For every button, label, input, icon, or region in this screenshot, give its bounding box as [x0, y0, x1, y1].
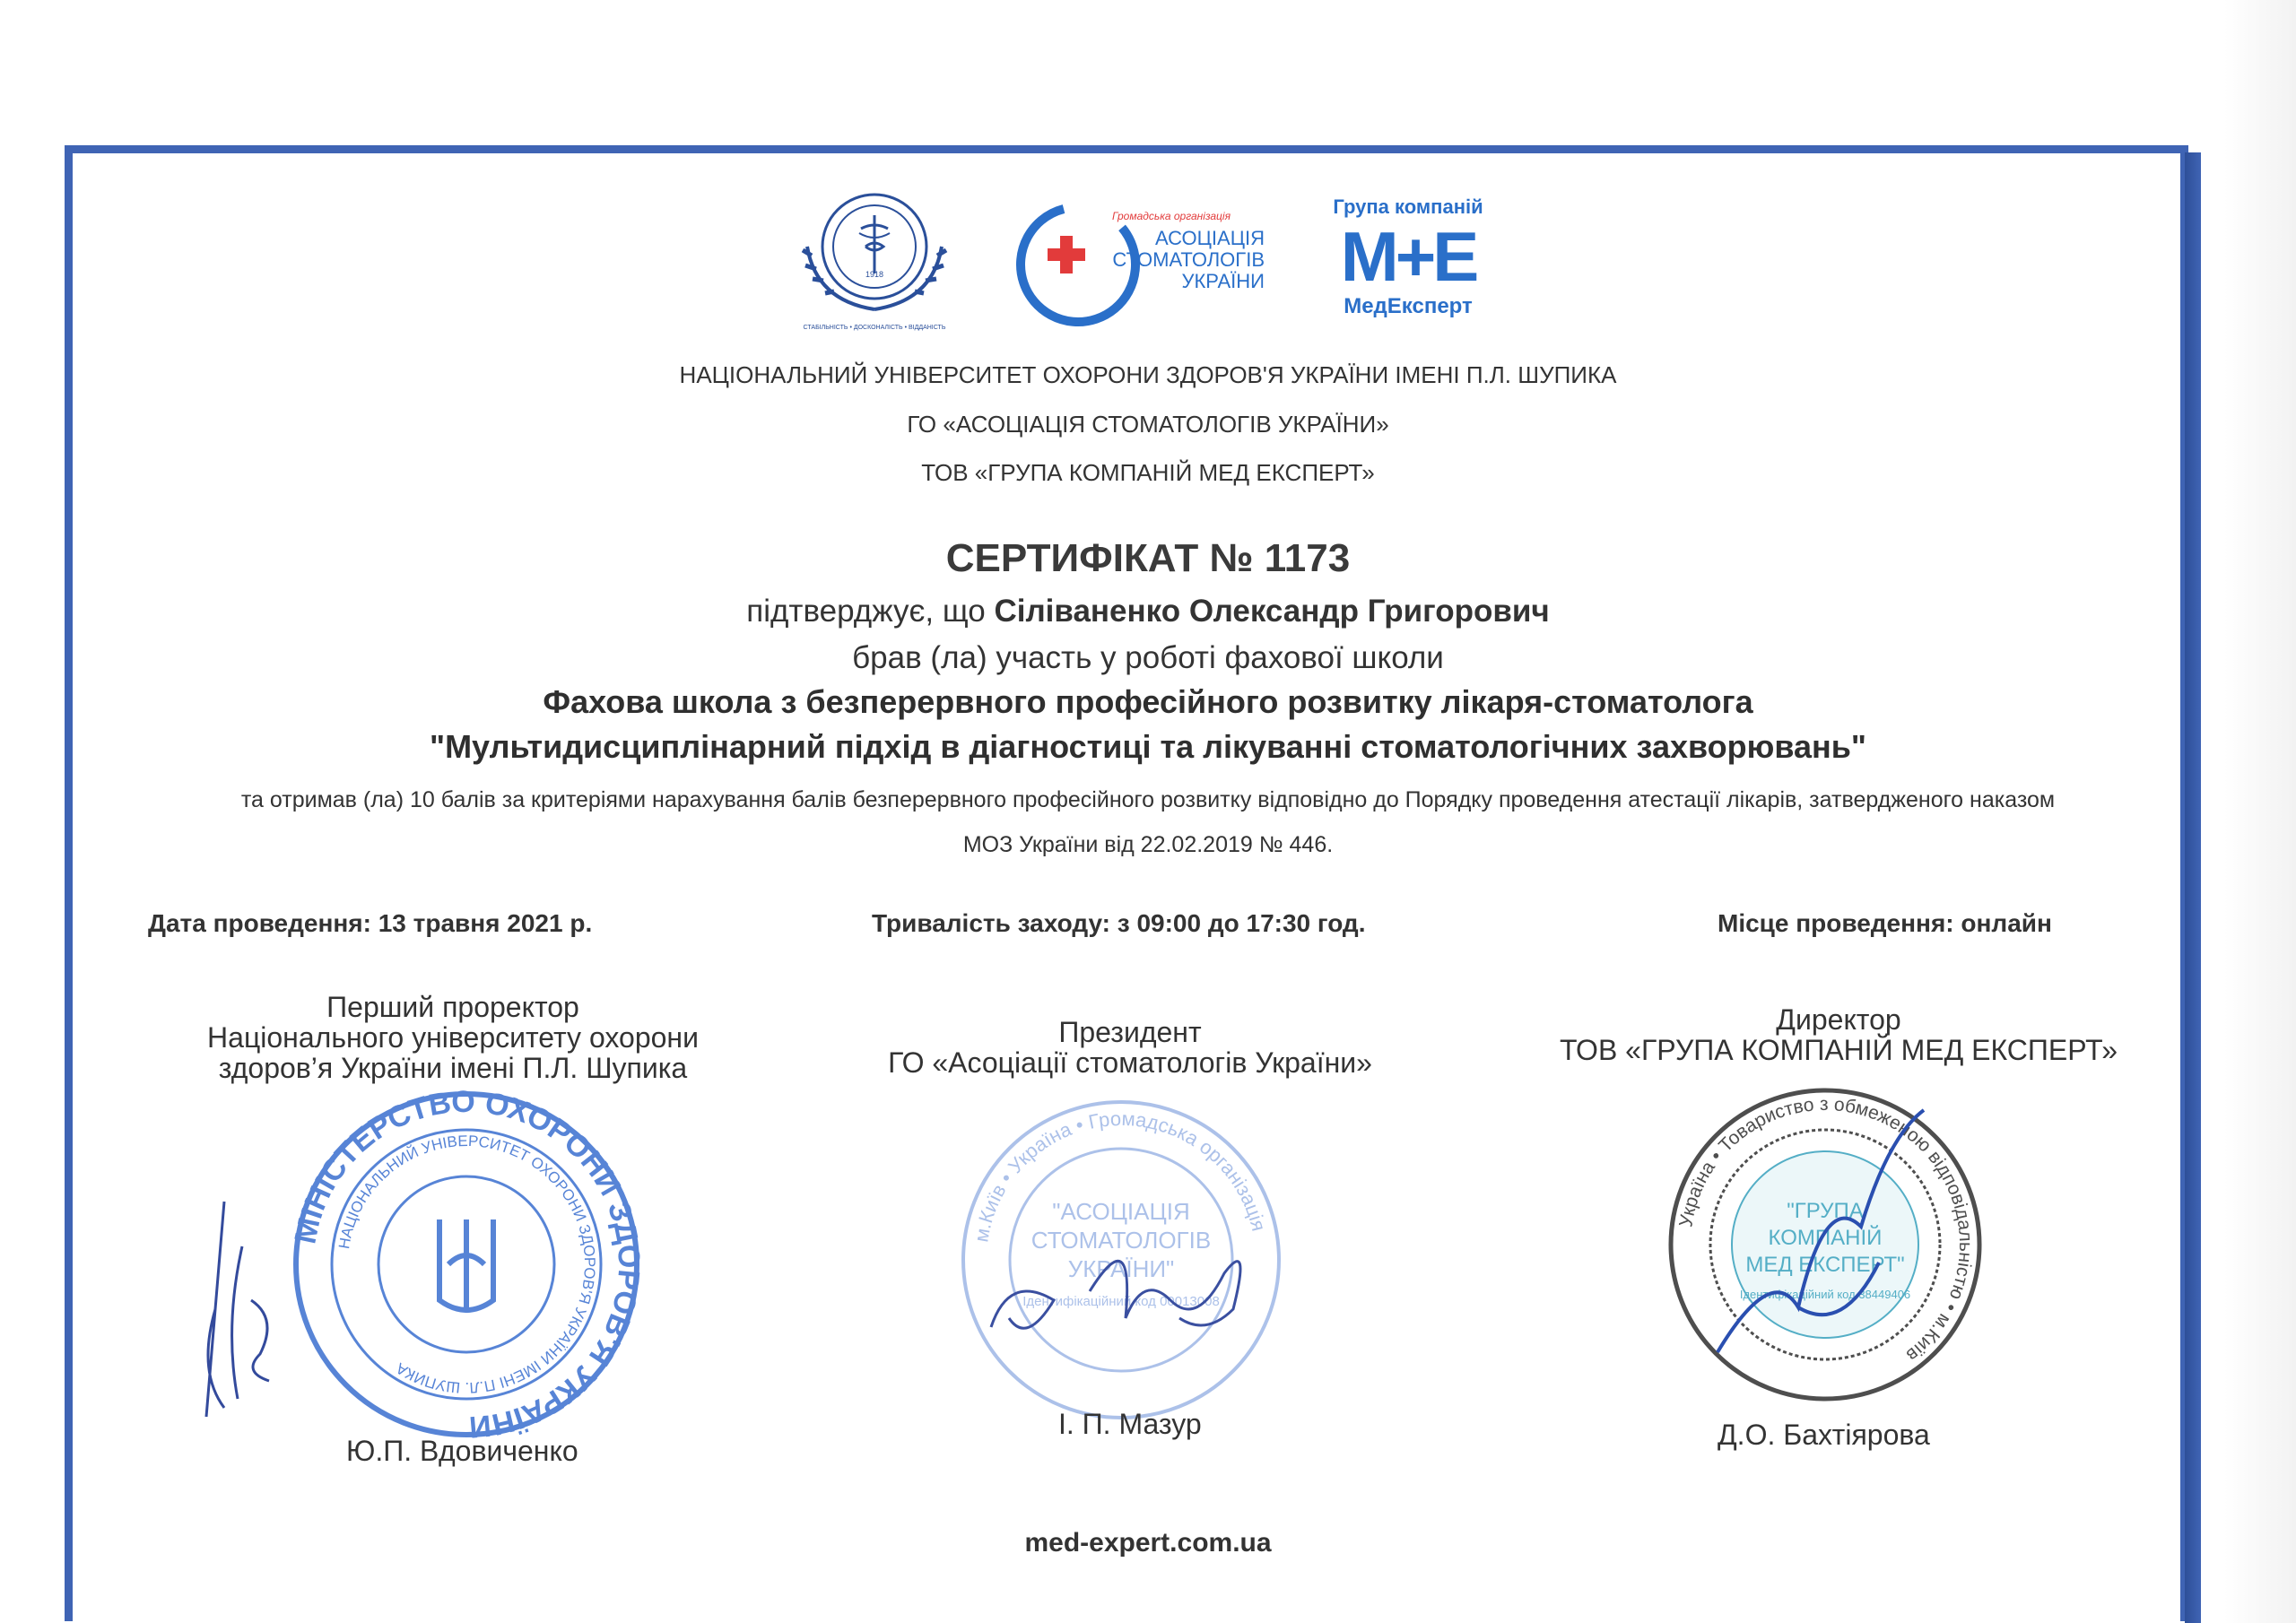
signatory-3-role2: ТОВ «ГРУПА КОМПАНІЙ МЕД ЕКСПЕРТ»	[1559, 1034, 2118, 1066]
asu-logo	[1013, 193, 1283, 336]
medexpert-stamp-center2: КОМПАНІЙ	[1768, 1226, 1883, 1250]
event-duration: Тривалість заходу: з 09:00 до 17:30 год.	[872, 909, 1366, 937]
asu-line2: АСОЦІАЦІЯ	[1154, 227, 1265, 249]
signatory-2-name: І. П. Мазур	[1058, 1408, 1202, 1440]
event-date: Дата проведення: 13 травня 2021 р.	[148, 909, 593, 937]
signatory-3-name: Д.О. Бахтіярова	[1718, 1419, 1930, 1451]
medexpert-stamp	[1664, 1083, 1987, 1406]
signatory-2-role2: ГО «Асоціації стоматологів України»	[888, 1046, 1372, 1079]
signatory-2-role1: Президент	[1058, 1016, 1202, 1048]
asu-stamp-center2: СТОМАТОЛОГІВ	[1031, 1227, 1212, 1254]
asu-line3: СТОМАТОЛОГІВ	[1112, 248, 1265, 271]
recipient-name: Сіліваненко Олександр Григорович	[994, 594, 1550, 629]
signatory-1-name: Ю.П. Вдовиченко	[346, 1435, 578, 1467]
asu-stamp-code: Ідентифікаційний код 00013008	[1022, 1294, 1220, 1309]
medexpert-top: Група компаній	[1333, 195, 1483, 218]
header-org1: НАЦІОНАЛЬНИЙ УНІВЕРСИТЕТ ОХОРОНИ ЗДОРОВ'Я УКРАЇНИ ІМЕНІ П.Л. ШУПИКА	[679, 361, 1617, 388]
signatory-1-role2: Національного університету охорони	[207, 1021, 699, 1054]
confirms-line	[0, 594, 2296, 629]
confirms-text: підтверджує, що	[746, 594, 986, 629]
medexpert-stamp-code: Ідентифікаційний код 38449406	[1739, 1288, 1911, 1301]
header-org2: ГО «АСОЦІАЦІЯ СТОМАТОЛОГІВ УКРАЇНИ»	[907, 411, 1389, 438]
asu-stamp-outer: м.Київ • Україна • Громадська організація	[970, 1107, 1271, 1245]
footer-website: med-expert.com.ua	[1024, 1528, 1272, 1558]
certificate-title: СЕРТИФІКАТ № 1173	[945, 536, 1351, 580]
participated-line: брав (ла) участь у роботі фахової школи	[852, 640, 1444, 675]
medexpert-bottom: МедЕксперт	[1344, 294, 1473, 318]
nuozu-stamp-outer: МІНІСТЕРСТВО ОХОРОНИ ЗДОРОВ'Я УКРАЇНИ	[288, 1085, 646, 1444]
header-org3: ТОВ «ГРУПА КОМПАНІЙ МЕД ЕКСПЕРТ»	[921, 459, 1375, 486]
nuozu-stamp	[287, 1085, 646, 1444]
signatory-2-title	[852, 1017, 1408, 1078]
signatory-3-role1: Директор	[1776, 1003, 1901, 1036]
medexpert-logo	[1318, 195, 1498, 319]
medexpert-stamp-center1: "ГРУПА	[1787, 1199, 1864, 1223]
signatory-1-title	[188, 992, 718, 1083]
medexpert-stamp-outer: Україна • Товариство з обмеженою відповідальністю • м.Київ	[1675, 1093, 1977, 1366]
asu-stamp	[955, 1094, 1287, 1426]
signatory-1-role1: Перший проректор	[326, 991, 579, 1023]
asu-line4: УКРАЇНИ	[1181, 270, 1265, 292]
nuozu-logo	[789, 184, 960, 345]
asu-stamp-center3: УКРАЇНИ"	[1067, 1255, 1175, 1282]
medexpert-mark: M+E	[1340, 217, 1476, 296]
points-line2: МОЗ України від 22.02.2019 № 446.	[962, 832, 1334, 857]
event-place: Місце проведення: онлайн	[1718, 909, 2052, 937]
points-line1: та отримав (ла) 10 балів за критеріями нарахування балів безперервного професійного розвитку відповідно до Порядку проведення атестації лікарів, затвердженого наказом	[240, 787, 2056, 812]
signature-1	[188, 1193, 305, 1426]
school-name: Фахова школа з безперервного професійного розвитку лікаря-стоматолога	[543, 683, 1753, 720]
asu-stamp-center1: "АСОЦІАЦІЯ	[1052, 1198, 1190, 1225]
nuozu-year: 1918	[865, 270, 884, 279]
school-topic: "Мультидисциплінарний підхід в діагностиці та лікуванні стоматологічних захворювань"	[430, 728, 1866, 765]
signatory-1-role3: здоров’я України імені П.Л. Шупика	[218, 1052, 688, 1084]
nuozu-stamp-inner: НАЦІОНАЛЬНИЙ УНІВЕРСИТЕТ ОХОРОНИ ЗДОРОВ'Я УКРАЇНИ ІМЕНІ П.Л. ШУПИКА	[335, 1132, 599, 1397]
nuozu-motto: СТАБІЛЬНІСТЬ • ДОСКОНАЛІСТЬ • ВІДДАНІСТЬ	[803, 325, 946, 331]
medexpert-stamp-center3: МЕД ЕКСПЕРТ"	[1745, 1253, 1905, 1277]
asu-org-type: Громадська організація	[1112, 210, 1231, 222]
signatory-3-title	[1525, 1004, 2152, 1065]
